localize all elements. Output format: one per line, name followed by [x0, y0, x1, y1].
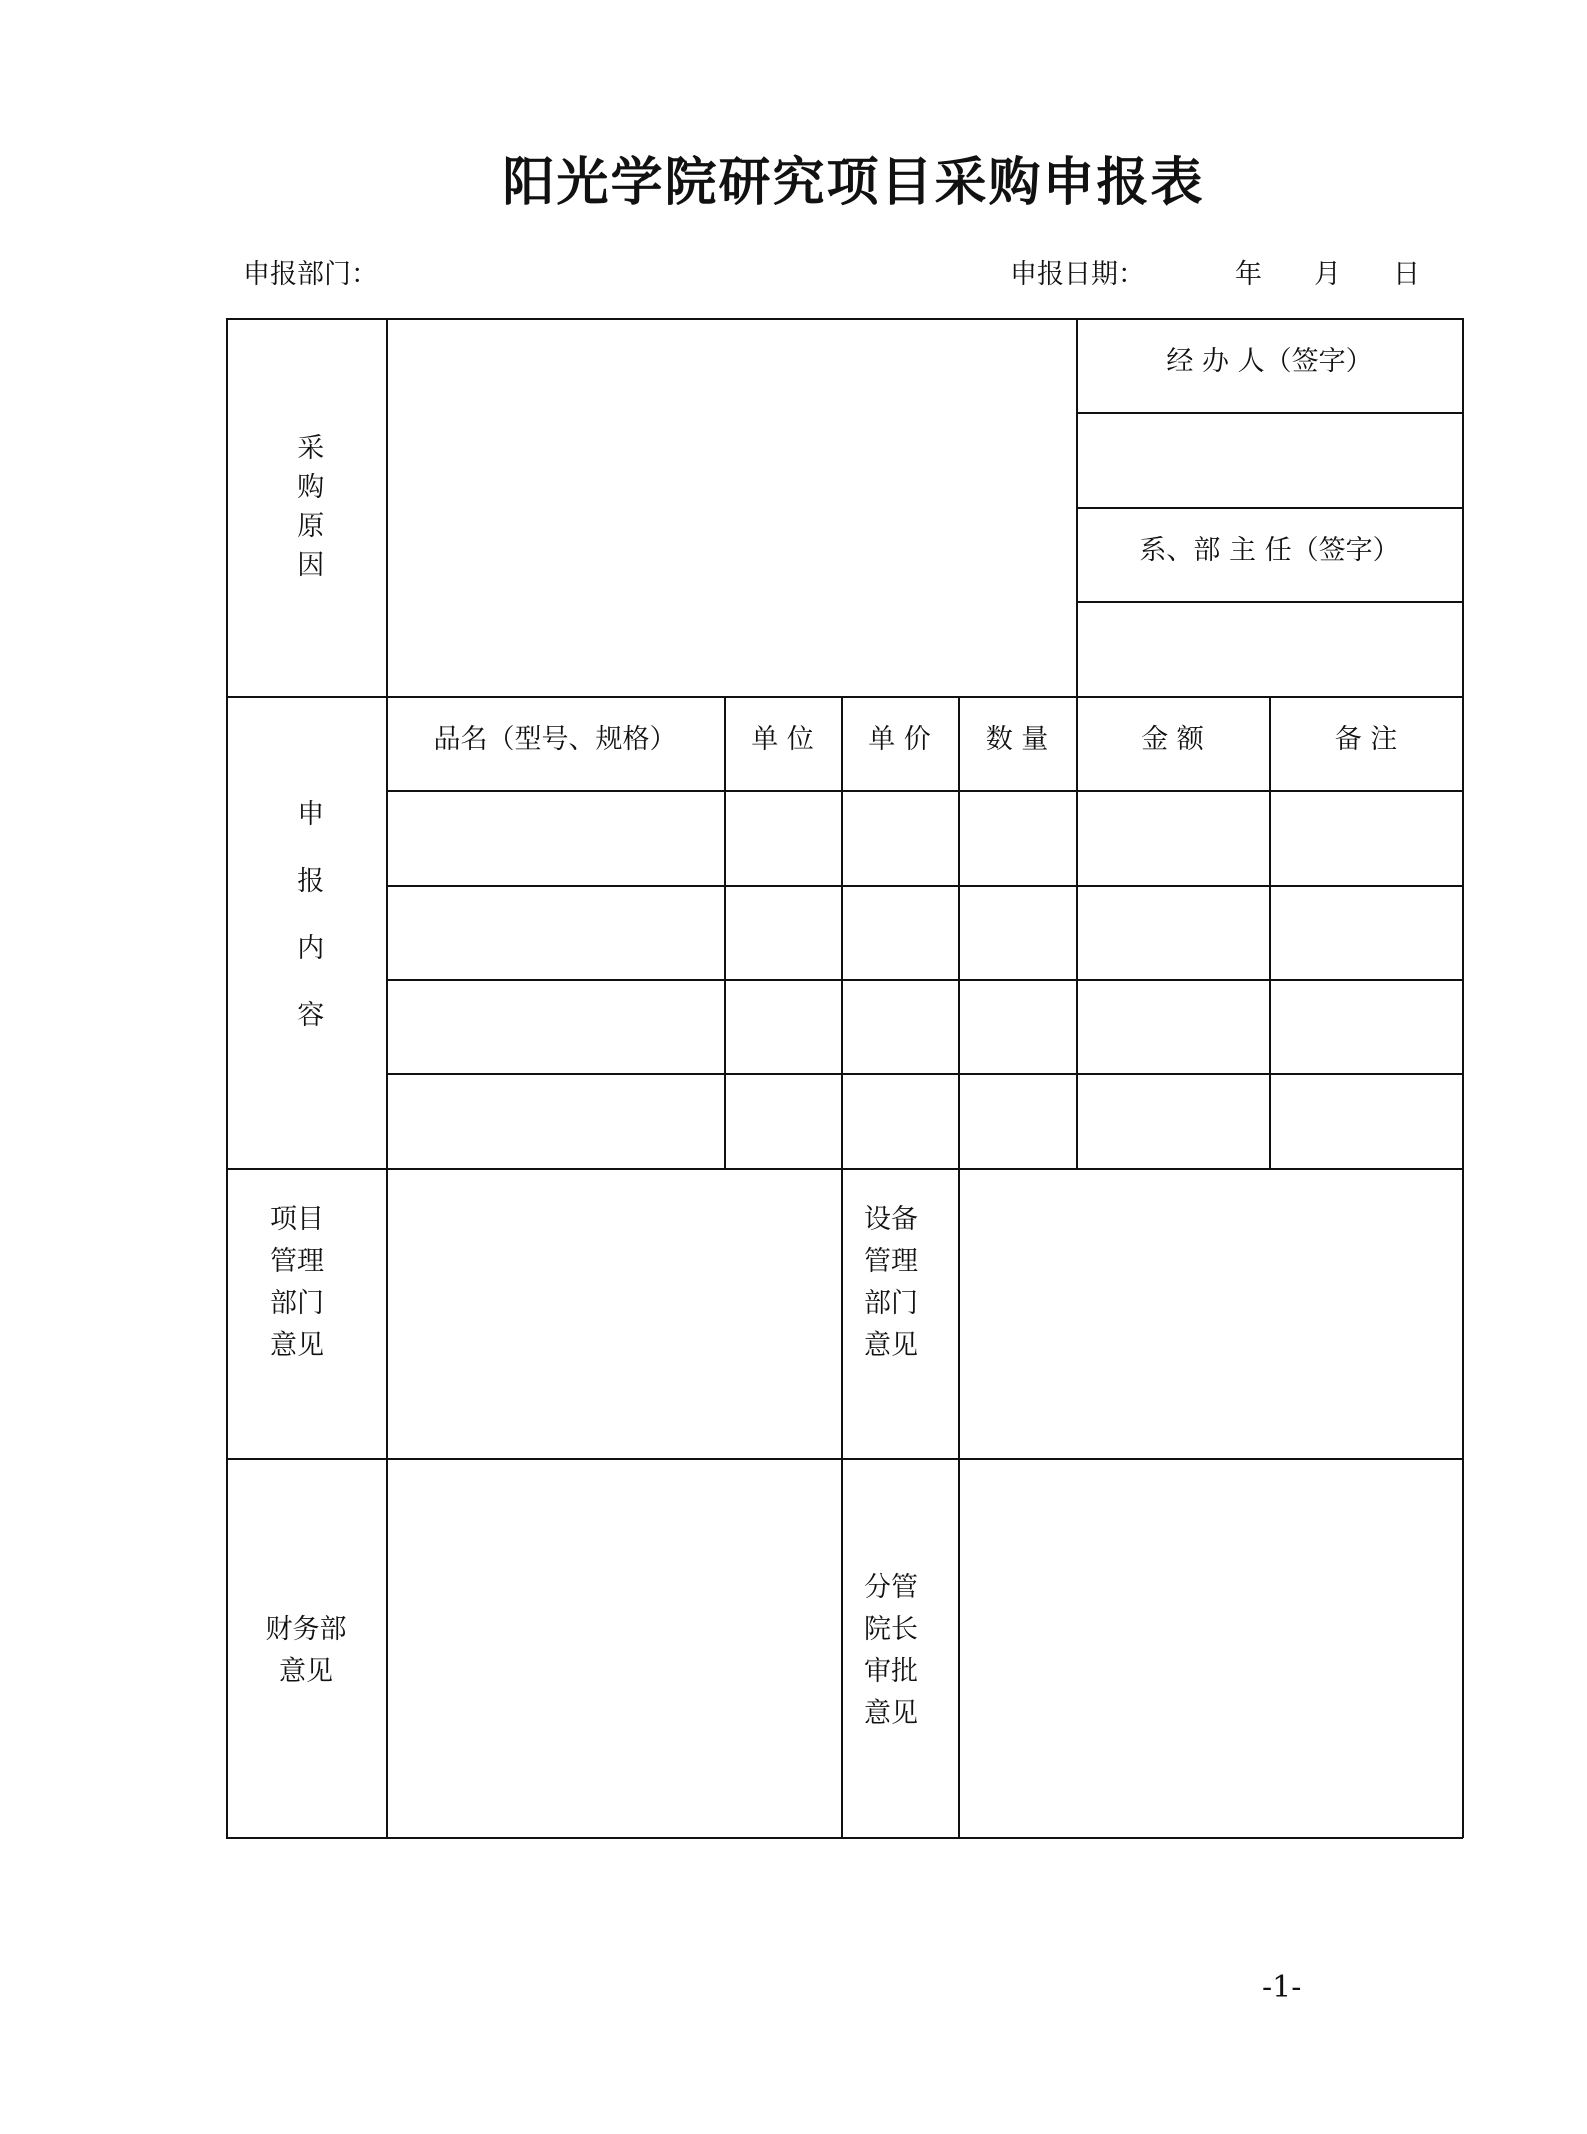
table-row-divider — [386, 885, 1463, 887]
director-signature-label: 系、部 主 任（签字） — [1139, 535, 1400, 566]
equipment-management-opinion-label — [864, 1199, 918, 1367]
opinion-column-divider — [958, 1168, 960, 1838]
table-column-divider — [841, 696, 843, 1168]
label-line: 院长 — [864, 1614, 918, 1645]
label-column-divider — [386, 318, 388, 1838]
section-divider — [226, 696, 1463, 698]
label-line: 管理 — [864, 1246, 918, 1277]
label-line: 审批 — [864, 1656, 918, 1687]
section-divider — [226, 1458, 1463, 1460]
table-border-left — [226, 318, 228, 1838]
column-header-unit: 单 位 — [751, 724, 814, 755]
table-row-divider — [386, 1073, 1463, 1075]
year-label: 年 — [1235, 259, 1262, 290]
label-line: 分管 — [864, 1572, 918, 1603]
table-border-top — [226, 318, 1463, 320]
table-column-divider — [1269, 696, 1271, 1168]
table-column-divider — [724, 696, 726, 1168]
table-border-bottom — [226, 1837, 1463, 1839]
label-line: 部门 — [864, 1288, 918, 1319]
section-divider — [226, 1168, 1463, 1170]
vice-president-approval-label — [864, 1567, 918, 1735]
label-line: 意见 — [270, 1330, 324, 1361]
signature-row-divider — [1076, 412, 1463, 414]
column-header-quantity: 数 量 — [985, 724, 1049, 755]
label-line: 意见 — [864, 1698, 918, 1729]
application-form-table — [226, 318, 1463, 1838]
table-column-divider — [1076, 696, 1078, 1168]
signature-row-divider — [1076, 601, 1463, 603]
project-management-opinion-label — [270, 1199, 324, 1367]
declaring-department-label: 申报部门： — [243, 259, 378, 290]
label-line: 项目 — [270, 1204, 324, 1235]
label-line: 设备 — [864, 1204, 918, 1235]
date-label: 申报日期： — [1010, 259, 1145, 290]
page-title: 阳光学院研究项目采购申报表 — [502, 152, 1205, 213]
table-column-divider — [958, 696, 960, 1168]
declaration-content-label: 申报内容 — [292, 799, 324, 1067]
handler-signature-label: 经 办 人（签字） — [1166, 346, 1373, 377]
column-header-amount: 金 额 — [1141, 724, 1204, 755]
column-header-item-name: 品名（型号、规格） — [433, 724, 677, 755]
opinion-column-divider — [841, 1168, 843, 1838]
label-line: 意见 — [279, 1656, 333, 1687]
column-header-remarks: 备 注 — [1334, 724, 1398, 755]
label-line: 财务部 — [265, 1614, 347, 1645]
column-header-unit-price: 单 价 — [868, 724, 931, 755]
label-line: 部门 — [270, 1288, 324, 1319]
table-row-divider — [386, 979, 1463, 981]
table-row-divider — [386, 790, 1463, 792]
label-line: 意见 — [864, 1330, 918, 1361]
declaring-date — [1010, 252, 1420, 291]
signature-row-divider — [1076, 507, 1463, 509]
finance-opinion-label — [254, 1609, 358, 1693]
day-label: 日 — [1393, 259, 1420, 290]
page-number: -1- — [1262, 1970, 1302, 2005]
purchase-reason-label: 采购原因 — [292, 433, 324, 589]
month-label: 月 — [1314, 259, 1341, 290]
label-line: 管理 — [270, 1246, 324, 1277]
